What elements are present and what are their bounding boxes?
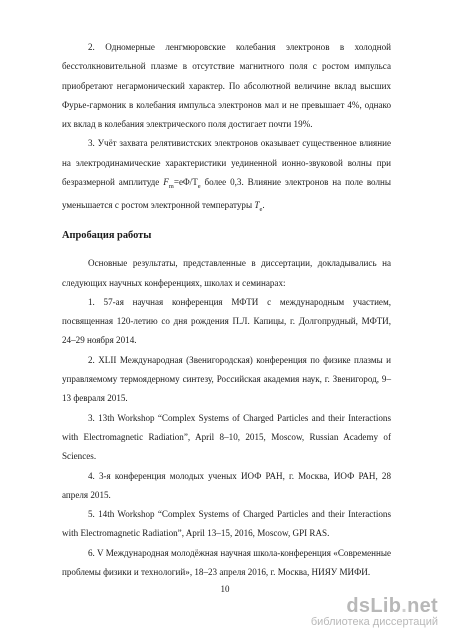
page-number: 10	[220, 584, 230, 594]
list-item: 6. V Международная молодёжная научная школа-конференция «Современные проблемы физики и технологий», 18–23 апреля 2016, г. Москва, НИЯУ МИФИ.	[62, 547, 391, 578]
list-item: 1. 57-ая научная конференция МФТИ с международным участием, посвященная 120-летию со дня рождения П.Л. Капицы, г. Долгопрудный, МФТИ, 24–29 ноября 2014.	[62, 296, 391, 346]
section-heading: Апробация работы	[62, 230, 152, 242]
para3-text-after: более 0,3. Влияние электронов на поле волны уменьшается с ростом электронной температуры	[62, 177, 391, 211]
conference-list	[62, 293, 391, 582]
watermark-subtitle: библиотека диссертаций	[310, 616, 438, 628]
para3-formula: =eΦ/T	[173, 177, 198, 188]
list-item: 4. 3-я конференция молодых ученых ИОФ РАН, г. Москва, ИОФ РАН, 28 апреля 2015.	[62, 470, 391, 500]
conclusion-paragraph-2: 2. Одномерные ленгмюровские колебания электронов в холодной бесстолкновительной плазме в отсутствие магнитного поля с ростом импульса приобретают негармонический характер. По абсолютной величине вклад высших Фурье-гармоник в колебания импульса электронов мал и не превышает 4%, однако их вклад в колебания электрического поля достигает почти 19%.	[62, 42, 391, 130]
para3-end: .	[262, 200, 265, 211]
list-item: 2. XLII Международная (Звенигородская) конференция по физике плазмы и управляемому термоядерному синтезу, Российская академия наук, г. Звенигород, 9–13 февраля 2015.	[62, 354, 391, 404]
watermark	[311, 596, 438, 629]
page-content	[62, 38, 391, 582]
list-item: 3. 13th Workshop “Complex Systems of Charged Particles and their Interactions with Electromagnetic Radiation”, April 8–10, 2015, Moscow, Russian Academy of Sciences.	[62, 412, 391, 462]
symbol-t: T	[254, 200, 260, 211]
symbol-f-sub: m	[168, 182, 174, 190]
symbol-t-sub: e	[197, 182, 201, 190]
symbol-f: F	[163, 177, 169, 188]
symbol-t2-sub: e	[259, 206, 263, 213]
approbation-intro: Основные результаты, представленные в диссертации, докладывались на следующих научных конференциях, школах и семинарах:	[62, 258, 391, 288]
conclusion-paragraph-3	[62, 134, 391, 219]
watermark-logo: dsLib.net	[346, 595, 438, 617]
para3-text-before: 3. Учёт захвата релятивистских электронов оказывает существенное влияние на электродинамические характеристики уединенной ионно-звуковой волны при безразмерной амплитуде	[62, 138, 391, 188]
list-item: 5. 14th Workshop “Complex Systems of Charged Particles and their Interactions with Electromagnetic Radiation”, April 13–15, 2016, Moscow, GPI RAS.	[62, 509, 391, 539]
